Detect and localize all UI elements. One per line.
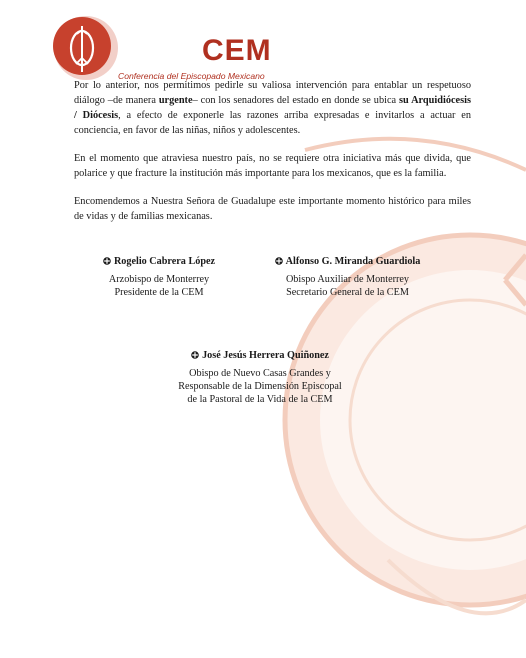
signatory-name (160, 349, 360, 362)
signatory-name (265, 255, 430, 268)
signatory-title: Secretario General de la CEM (286, 287, 409, 298)
cem-logo (50, 14, 290, 84)
signatory-name (74, 255, 244, 268)
emphasis-urgente: urgente (158, 95, 193, 106)
signatory-name-text: Alfonso G. Miranda Guardiola (285, 256, 421, 267)
paragraph-moment: En el momento que atraviesa nuestro país, no se requiere otra iniciativa más que divida, que polarice y que fracture la institución más importante para los mexicanos, que es la familia. (74, 153, 471, 179)
signatory-title: Obispo de Nuevo Casas Grandes y (189, 368, 331, 379)
signature-block-herrera (160, 349, 360, 406)
letter-body (74, 78, 471, 237)
signatory-title: de la Pastoral de la Vida de la CEM (187, 394, 333, 405)
cross-icon (103, 257, 111, 265)
cem-logo-icon (50, 14, 120, 84)
paragraph-text: , a efecto de exponerle las razones arriba expresadas e invitarlos a actuar en conciencia, en favor de las niñas, niños y adolescentes. (74, 110, 471, 136)
signatory-name-text: José Jesús Herrera Quiñonez (202, 350, 329, 361)
paragraph-guadalupe: Encomendemos a Nuestra Señora de Guadalupe este importante momento histórico para miles de vidas y de familias mexicanas. (74, 196, 471, 222)
paragraph-text: Por lo anterior, nos permitimos pedirle su valiosa intervención para entablar un respetuoso diálogo –de manera (74, 80, 471, 106)
logo-subtitle: Conferencia del Episcopado Mexicano (118, 71, 265, 81)
signatory-title: Presidente de la CEM (114, 287, 204, 298)
logo-title: CEM (202, 34, 272, 67)
signatory-title: Arzobispo de Monterrey (108, 274, 210, 285)
signature-block-cabrera (74, 255, 244, 299)
cross-icon (191, 351, 199, 359)
paragraph-text: – con los senadores del estado en donde se ubica (192, 95, 400, 106)
signature-block-miranda (265, 255, 430, 299)
paragraph-request (74, 78, 471, 138)
emphasis-diocesis: su Arquidiócesis / Diócesis (74, 95, 471, 121)
cross-icon (275, 257, 283, 265)
signatory-name-text: Rogelio Cabrera López (113, 256, 216, 267)
signatory-title: Responsable de la Dimensión Episcopal (178, 381, 342, 392)
signatory-title: Obispo Auxiliar de Monterrey (285, 274, 410, 285)
